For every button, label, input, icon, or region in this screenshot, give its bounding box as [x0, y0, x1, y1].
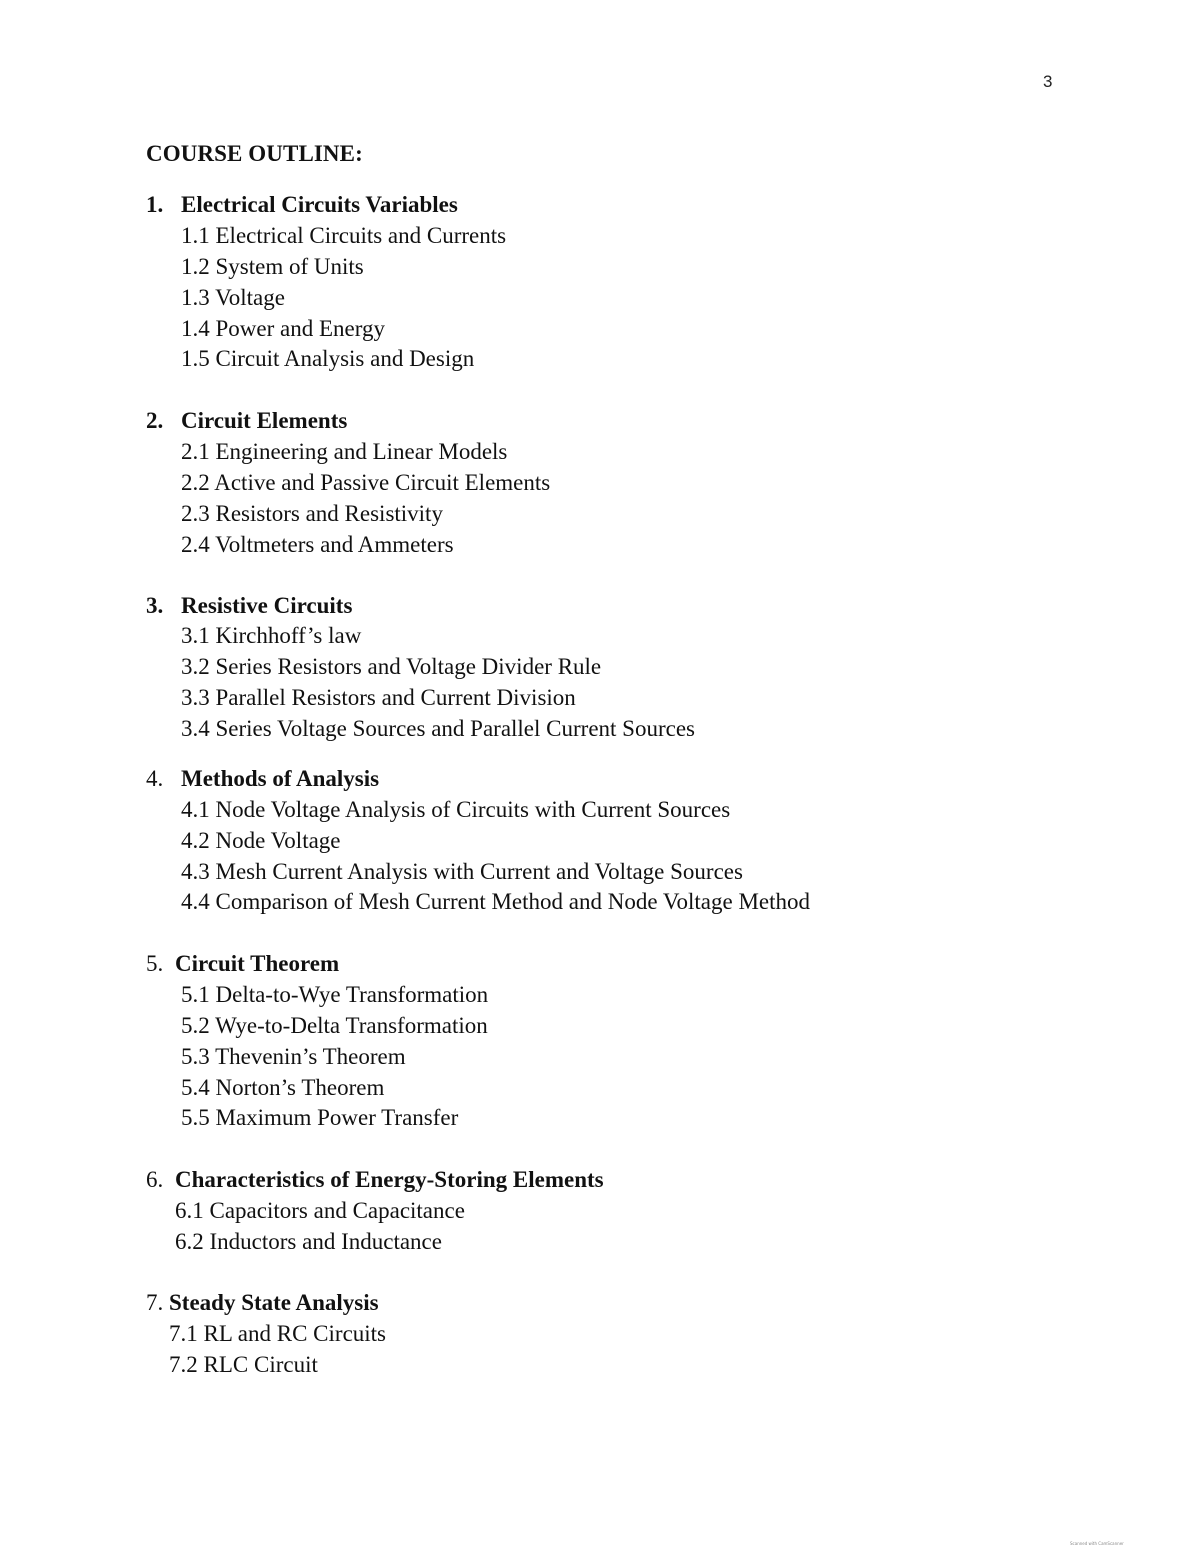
outline-item: 1.1 Electrical Circuits and Currents — [181, 223, 507, 248]
outline-item: 3.4 Series Voltage Sources and Parallel Current Sources — [181, 716, 695, 741]
outline-item: 5.5 Maximum Power Transfer — [181, 1105, 459, 1130]
section-title: Steady State Analysis — [169, 1290, 379, 1315]
outline-item: 3.1 Kirchhoff’s law — [181, 623, 362, 648]
page-title: COURSE OUTLINE: — [146, 141, 363, 166]
section-number: 1. — [146, 192, 164, 217]
section-title: Electrical Circuits Variables — [181, 192, 458, 217]
outline-item: 5.1 Delta-to-Wye Transformation — [181, 982, 489, 1007]
outline-item: 3.2 Series Resistors and Voltage Divider Rule — [181, 654, 602, 679]
section-title: Characteristics of Energy-Storing Elements — [175, 1167, 604, 1192]
scanner-watermark: Scanned with CamScanner — [1070, 1541, 1124, 1546]
outline-item: 4.1 Node Voltage Analysis of Circuits with Current Sources — [181, 797, 731, 822]
outline-item: 1.4 Power and Energy — [181, 316, 385, 341]
outline-item: 7.1 RL and RC Circuits — [169, 1321, 387, 1346]
outline-item: 6.2 Inductors and Inductance — [175, 1229, 442, 1254]
outline-item: 3.3 Parallel Resistors and Current Division — [181, 685, 576, 710]
outline-item: 4.2 Node Voltage — [181, 828, 341, 853]
section-heading-3 — [146, 593, 352, 619]
outline-item: 2.1 Engineering and Linear Models — [181, 439, 508, 464]
section-heading-2 — [146, 408, 347, 434]
outline-item: 2.4 Voltmeters and Ammeters — [181, 532, 454, 557]
section-number: 7. — [146, 1290, 164, 1315]
outline-item: 5.3 Thevenin’s Theorem — [181, 1044, 406, 1069]
outline-item: 6.1 Capacitors and Capacitance — [175, 1198, 465, 1223]
section-title: Methods of Analysis — [181, 766, 380, 791]
outline-item: 7.2 RLC Circuit — [169, 1352, 318, 1377]
section-heading-5 — [146, 951, 339, 977]
section-number: 4. — [146, 766, 164, 791]
outline-item: 1.5 Circuit Analysis and Design — [181, 346, 475, 371]
section-heading-6 — [146, 1167, 604, 1193]
section-number: 5. — [146, 951, 164, 976]
outline-item: 2.2 Active and Passive Circuit Elements — [181, 470, 551, 495]
outline-item: 5.2 Wye-to-Delta Transformation — [181, 1013, 488, 1038]
section-title: Circuit Elements — [181, 408, 348, 433]
section-title: Circuit Theorem — [175, 951, 340, 976]
outline-item: 1.2 System of Units — [181, 254, 364, 279]
section-title: Resistive Circuits — [181, 593, 353, 618]
section-number: 3. — [146, 593, 164, 618]
outline-item: 5.4 Norton’s Theorem — [181, 1075, 385, 1100]
outline-item: 4.3 Mesh Current Analysis with Current and Voltage Sources — [181, 859, 743, 884]
section-number: 2. — [146, 408, 164, 433]
section-heading-7 — [146, 1290, 379, 1316]
outline-item: 1.3 Voltage — [181, 285, 285, 310]
section-heading-4 — [146, 766, 379, 792]
section-number: 6. — [146, 1167, 164, 1192]
outline-item: 4.4 Comparison of Mesh Current Method and Node Voltage Method — [181, 889, 811, 914]
page-number: 3 — [1043, 72, 1053, 91]
section-heading-1 — [146, 192, 458, 218]
outline-item: 2.3 Resistors and Resistivity — [181, 501, 443, 526]
